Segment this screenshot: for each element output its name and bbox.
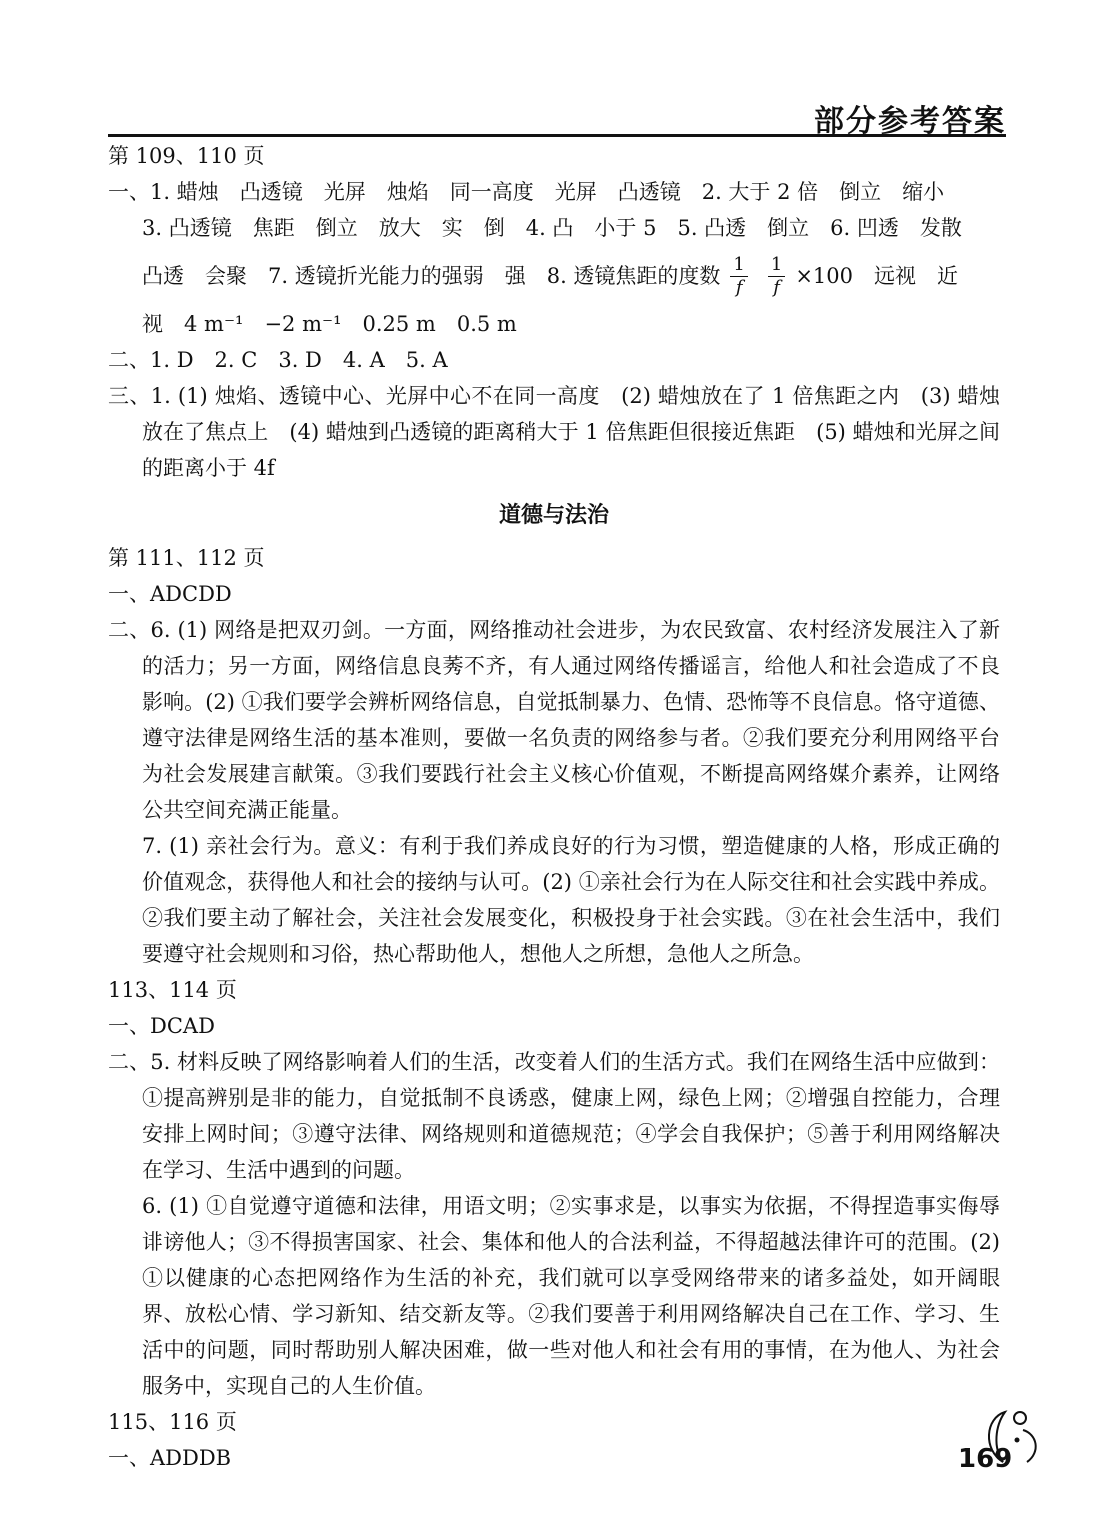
fraction-1-over-f xyxy=(730,254,747,299)
physics-s1-line3-text: 凸透 会聚 7. 透镜折光能力的强弱 强 8. 透镜焦距的度数 xyxy=(142,264,721,288)
physics-s1-line3-tail: ×100 远视 近 xyxy=(795,264,959,288)
fraction-numerator: 1 xyxy=(768,254,785,277)
page-header-title: 部分参考答案 xyxy=(814,104,1006,139)
page-number: 169 xyxy=(958,1444,1013,1474)
physics-section3: 三、1. (1) 烛焰、透镜中心、光屏中心不在同一高度 (2) 蜡烛放在了 1 倍焦距之内 (3) 蜡烛放在了焦点上 (4) 蜡烛到凸透镜的距离稍大于 1 倍焦距但很接近焦距 (5) 蜡烛和光屏之间的距离小于 4f xyxy=(108,384,1000,480)
fraction-denominator: f xyxy=(773,276,780,298)
page-label-111: 第 111、112 页 xyxy=(108,546,265,570)
physics-s1-line3 xyxy=(108,246,1000,306)
ethics-111-q7: 7. (1) 亲社会行为。意义：有利于我们养成良好的行为习惯，塑造健康的人格，形成正确的价值观念，获得他人和社会的接纳与认可。(2) ①亲社会行为在人际交往和社会实践中养成。②我们要主动了解社会，关注社会发展变化，积极投身于社会实践。③在社会生活中，我们要遵守社会规则和习俗，热心帮助他人，想他人之所想，急他人之所急。 xyxy=(142,834,1000,966)
ethics-113-q6: 6. (1) ①自觉遵守道德和法律，用语文明；②实事求是，以事实为依据，不得捏造事实侮辱诽谤他人；③不得损害国家、社会、集体和他人的合法利益，不得超越法律许可的范围。(2) ①以健康的心态把网络作为生活的补充，我们就可以享受网络带来的诸多益处，如开阔眼界、放松心情、学习新知、结交新友等。②我们要善于利用网络解决自己在工作、学习、生活中的问题，同时帮助别人解决困难，做一些对他人和社会有用的事情，在为他人、为社会服务中，实现自己的人生价值。 xyxy=(142,1194,1000,1398)
ethics-113-s1: 一、DCAD xyxy=(108,1014,215,1038)
header-rule xyxy=(108,134,1006,137)
page-label-113: 113、114 页 xyxy=(108,978,237,1002)
fraction-denominator: f xyxy=(735,276,743,298)
answer-content xyxy=(108,138,1000,1476)
page-label-109: 第 109、110 页 xyxy=(108,144,265,168)
physics-s1-line4: 视 4 m⁻¹ −2 m⁻¹ 0.25 m 0.5 m xyxy=(142,312,517,336)
ethics-115-s1: 一、ADDDB xyxy=(108,1446,232,1470)
fraction-1-over-f-second xyxy=(768,254,785,299)
physics-s1-line2: 3. 凸透镜 焦距 倒立 放大 实 倒 4. 凸 小于 5 5. 凸透 倒立 6. 凹透 发散 xyxy=(142,216,962,240)
fraction-numerator: 1 xyxy=(730,254,747,277)
page-label-115: 115、116 页 xyxy=(108,1410,237,1434)
physics-s1-line1: 一、1. 蜡烛 凸透镜 光屏 烛焰 同一高度 光屏 凸透镜 2. 大于 2 倍 倒立 缩小 xyxy=(108,180,945,204)
ethics-111-s1: 一、ADCDD xyxy=(108,582,232,606)
section-title-ethics: 道德与法治 xyxy=(498,503,609,528)
ethics-113-q5: 二、5. 材料反映了网络影响着人们的生活，改变着人们的生活方式。我们在网络生活中应做到：①提高辨别是非的能力，自觉抵制不良诱惑，健康上网，绿色上网；②增强自控能力，合理安排上网时间；③遵守法律、网络规则和道德规范；④学会自我保护；⑤善于利用网络解决在学习、生活中遇到的问题。 xyxy=(108,1050,1000,1182)
physics-section2: 二、1. D 2. C 3. D 4. A 5. A xyxy=(108,348,448,372)
ethics-111-q6: 二、6. (1) 网络是把双刃剑。一方面，网络推动社会进步，为农民致富、农村经济发展注入了新的活力；另一方面，网络信息良莠不齐，有人通过网络传播谣言，给他人和社会造成了不良影响。(2) ①我们要学会辨析网络信息，自觉抵制暴力、色情、恐怖等不良信息。恪守道德、遵守法律是网络生活的基本准则，要做一名负责的网络参与者。②我们要充分利用网络平台为社会发展建言献策。③我们要践行社会主义核心价值观，不断提高网络媒介素养，让网络公共空间充满正能量。 xyxy=(108,618,1000,822)
